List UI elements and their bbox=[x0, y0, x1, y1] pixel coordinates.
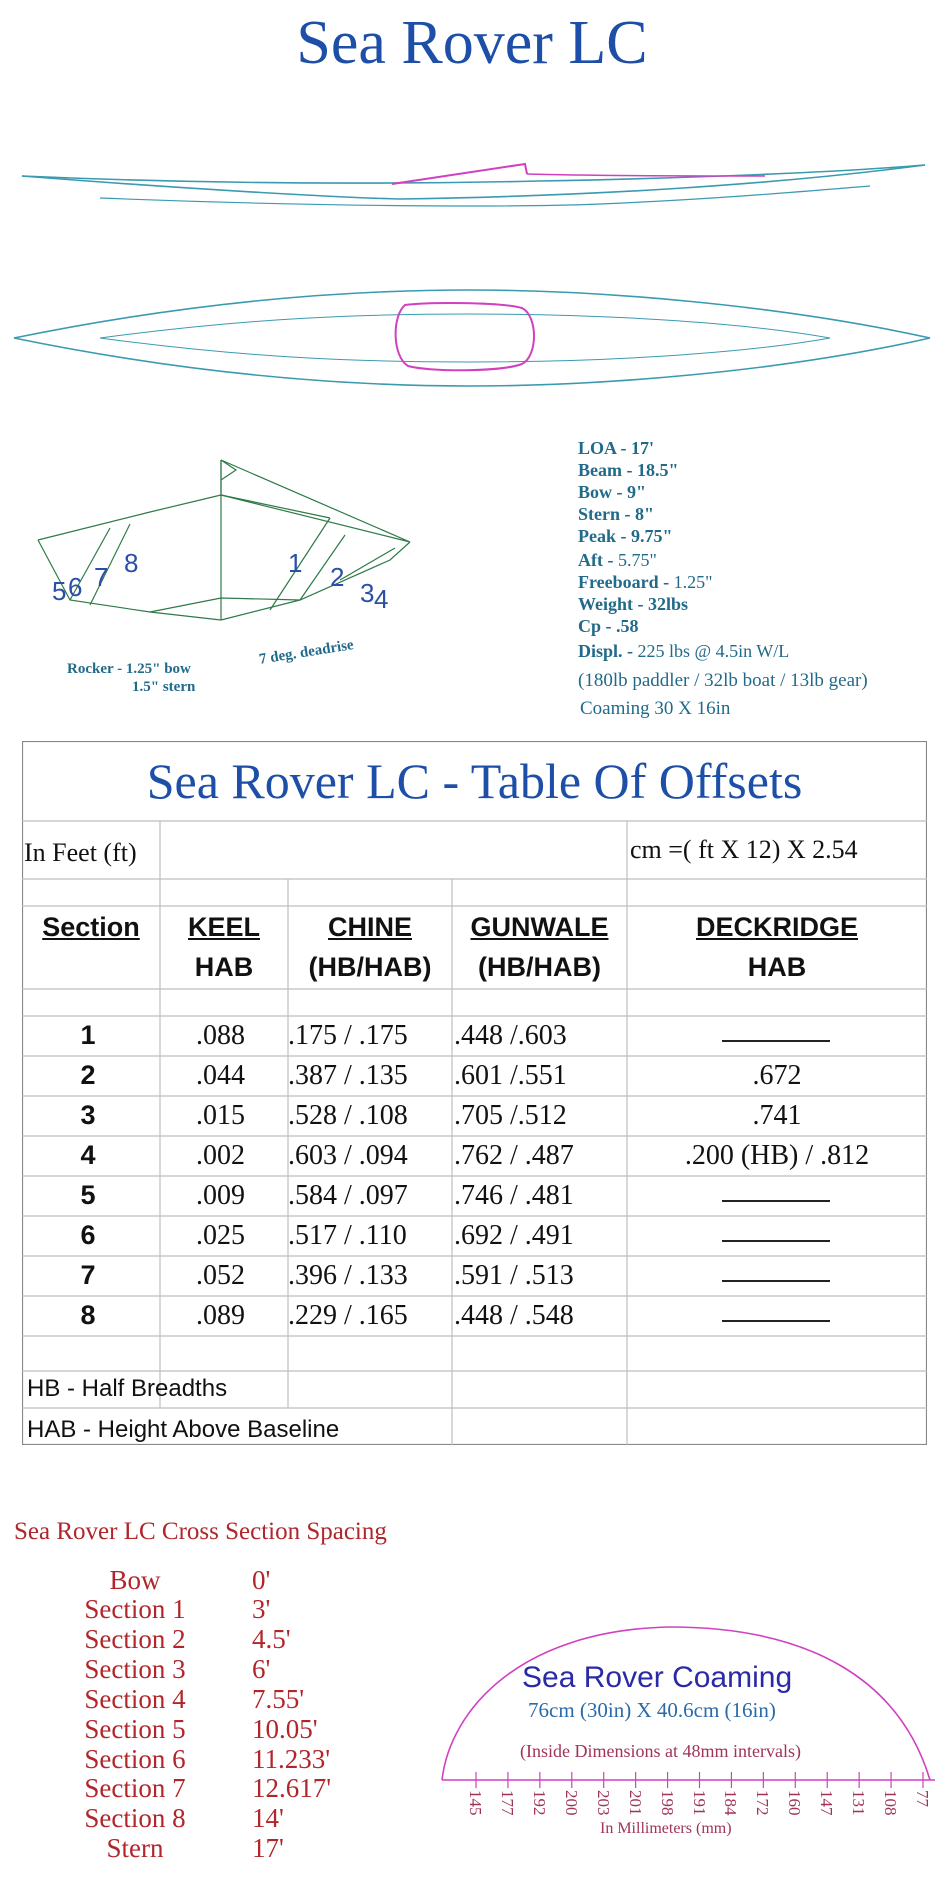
cell-chine: .229 / .165 bbox=[288, 1300, 408, 1331]
spec-label: Weight - bbox=[578, 594, 648, 614]
spec-value: 1.25" bbox=[673, 572, 713, 592]
spacing-label: Section 4 bbox=[84, 1684, 186, 1714]
cell-chine: .517 / .110 bbox=[288, 1220, 407, 1251]
coaming-tick-label: 200 bbox=[561, 1790, 581, 1816]
cell-section: 6 bbox=[80, 1220, 96, 1250]
hull-plan-view bbox=[14, 290, 930, 386]
cell-section: 7 bbox=[80, 1260, 96, 1290]
coaming-note: (Inside Dimensions at 48mm intervals) bbox=[520, 1741, 801, 1761]
table-row bbox=[0, 1180, 944, 1220]
coaming-axis-label: In Millimeters (mm) bbox=[600, 1820, 732, 1837]
header-gunwale: GUNWALE bbox=[470, 912, 609, 942]
cell-gunwale: .448 /.603 bbox=[454, 1020, 567, 1051]
cell-chine: .387 / .135 bbox=[288, 1060, 408, 1091]
body-plan-label-6: 6 bbox=[68, 572, 83, 602]
spec-label: Displ. - bbox=[578, 641, 638, 661]
spec-item bbox=[578, 504, 654, 525]
cell-keel: .002 bbox=[196, 1140, 245, 1171]
header-chine-hb-hab: (HB/HAB) bbox=[308, 952, 432, 982]
empty-value-dash bbox=[722, 1040, 830, 1042]
spacing-value: 10.05' bbox=[252, 1714, 318, 1744]
cell-gunwale: .591 / .513 bbox=[454, 1260, 574, 1291]
body-plan-label-3: 3 bbox=[360, 578, 375, 608]
spec-value: 17' bbox=[631, 438, 655, 458]
cell-gunwale: .705 /.512 bbox=[454, 1100, 567, 1131]
cell-gunwale: .762 / .487 bbox=[454, 1140, 574, 1171]
spacing-label: Section 8 bbox=[84, 1803, 186, 1833]
spec-value: 5.75" bbox=[617, 550, 657, 570]
empty-value-dash bbox=[722, 1280, 830, 1282]
rocker-note-line2: 1.5" stern bbox=[132, 679, 196, 695]
spec-value: 225 lbs @ 4.5in W/L bbox=[637, 641, 790, 661]
table-row bbox=[0, 1060, 944, 1100]
empty-value-dash bbox=[722, 1200, 830, 1202]
spacing-label: Section 6 bbox=[84, 1744, 186, 1774]
legend-hb: HB - Half Breadths bbox=[27, 1375, 228, 1402]
coaming-tick-label: 108 bbox=[881, 1790, 901, 1816]
spec-item bbox=[580, 698, 730, 720]
cell-keel: .009 bbox=[196, 1180, 245, 1211]
spacing-value: 0' bbox=[252, 1565, 271, 1595]
table-row bbox=[0, 1140, 944, 1180]
spec-value: .58 bbox=[616, 616, 639, 636]
spec-item bbox=[578, 572, 713, 593]
spec-value: 18.5" bbox=[636, 460, 679, 480]
rocker-note-line1: Rocker - 1.25" bow bbox=[67, 661, 191, 677]
units-label: In Feet (ft) bbox=[24, 838, 137, 867]
legend-hab: HAB - Height Above Baseline bbox=[27, 1416, 340, 1443]
cell-gunwale: .746 / .481 bbox=[454, 1180, 574, 1211]
empty-value-dash bbox=[722, 1240, 830, 1242]
table-row bbox=[0, 1220, 944, 1260]
deadrise-note: 7 deg. deadrise bbox=[258, 637, 355, 668]
table-row bbox=[0, 1300, 944, 1340]
cell-keel: .088 bbox=[196, 1020, 245, 1051]
coaming-tick-label: 177 bbox=[497, 1790, 517, 1816]
spacing-label: Section 5 bbox=[84, 1714, 186, 1744]
header-chine: CHINE bbox=[327, 912, 412, 942]
cell-keel: .025 bbox=[196, 1220, 245, 1251]
cell-keel: .044 bbox=[196, 1060, 245, 1091]
spacing-label: Section 7 bbox=[84, 1773, 186, 1803]
spec-value: Coaming 30 X 16in bbox=[580, 698, 731, 719]
coaming-tick-label: 172 bbox=[753, 1790, 773, 1816]
spacing-value: 6' bbox=[252, 1654, 271, 1684]
table-row bbox=[0, 1260, 944, 1300]
spacing-value: 11.233' bbox=[252, 1744, 331, 1774]
spec-item bbox=[578, 526, 673, 547]
spacing-label: Section 2 bbox=[84, 1624, 186, 1654]
coaming-tick-label: 184 bbox=[721, 1790, 741, 1816]
spec-item bbox=[578, 641, 789, 662]
spacing-value: 14' bbox=[252, 1803, 284, 1833]
header-deckridge: DECKRIDGE bbox=[695, 912, 858, 942]
spec-label: Beam - bbox=[578, 460, 637, 480]
spec-item bbox=[578, 594, 688, 615]
cell-section: 8 bbox=[80, 1300, 96, 1330]
cell-section: 3 bbox=[80, 1100, 96, 1130]
cell-chine: .584 / .097 bbox=[288, 1180, 408, 1211]
coaming-tick-label: 77 bbox=[913, 1790, 932, 1807]
hull-drawings bbox=[0, 0, 944, 740]
header-gunwale-hb-hab: (HB/HAB) bbox=[478, 952, 601, 982]
spec-label: Aft - bbox=[578, 550, 618, 570]
spec-label: Peak - bbox=[578, 526, 631, 546]
cell-keel: .015 bbox=[196, 1100, 245, 1131]
spacing-label: Stern bbox=[106, 1833, 164, 1863]
coaming-tick-label: 145 bbox=[466, 1790, 485, 1816]
cell-section: 1 bbox=[80, 1020, 96, 1050]
coaming-title: Sea Rover Coaming bbox=[522, 1661, 793, 1694]
cell-keel: .089 bbox=[196, 1300, 245, 1331]
spec-label: Freeboard - bbox=[578, 572, 674, 592]
header-section: Section bbox=[42, 912, 140, 942]
spacing-label: Section 3 bbox=[84, 1654, 186, 1684]
spacing-value: 3' bbox=[252, 1594, 271, 1624]
spec-value: 32lbs bbox=[648, 594, 689, 614]
body-plan-label-2: 2 bbox=[330, 562, 345, 592]
cell-chine: .396 / .133 bbox=[288, 1260, 408, 1291]
cell-section: 5 bbox=[80, 1180, 96, 1210]
spec-item bbox=[578, 482, 646, 503]
offsets-table-title: Sea Rover LC - Table Of Offsets bbox=[146, 753, 803, 809]
cell-keel: .052 bbox=[196, 1260, 245, 1291]
spec-value: 8" bbox=[635, 504, 654, 524]
spacing-value: 17' bbox=[252, 1833, 284, 1863]
cell-gunwale: .448 / .548 bbox=[454, 1300, 574, 1331]
header-keel-hab: HAB bbox=[194, 952, 254, 982]
body-plan-label-7: 7 bbox=[94, 562, 109, 592]
body-plan-label-1: 1 bbox=[288, 548, 303, 578]
coaming-tick-label: 192 bbox=[529, 1790, 549, 1816]
coaming-tick-label: 147 bbox=[817, 1790, 837, 1816]
spacing-title: Sea Rover LC Cross Section Spacing bbox=[14, 1518, 387, 1545]
spec-value: (180lb paddler / 32lb boat / 13lb gear) bbox=[578, 670, 868, 691]
coaming-dimensions: 76cm (30in) X 40.6cm (16in) bbox=[528, 1698, 776, 1722]
cell-gunwale: .601 /.551 bbox=[454, 1060, 567, 1091]
table-row bbox=[0, 1020, 944, 1060]
cell-section: 4 bbox=[80, 1140, 96, 1170]
spec-label: Stern - bbox=[578, 504, 635, 524]
empty-value-dash bbox=[722, 1320, 830, 1322]
spacing-value: 12.617' bbox=[252, 1773, 332, 1803]
coaming-tick-label: 191 bbox=[689, 1790, 709, 1816]
spec-item bbox=[578, 438, 654, 459]
cell-gunwale: .692 / .491 bbox=[454, 1220, 574, 1251]
cell-chine: .528 / .108 bbox=[288, 1100, 408, 1131]
coaming-tick-label: 160 bbox=[785, 1790, 805, 1816]
body-plan-label-8: 8 bbox=[124, 548, 139, 578]
body-plan-label-5: 5 bbox=[52, 576, 67, 606]
coaming-tick-label: 201 bbox=[625, 1790, 645, 1816]
spacing-value: 7.55' bbox=[252, 1684, 305, 1714]
header-deckridge-hab: HAB bbox=[747, 952, 807, 982]
spec-value: 9.75" bbox=[631, 526, 673, 546]
spec-item bbox=[578, 616, 639, 637]
cell-deckridge: .741 bbox=[752, 1100, 802, 1131]
spec-label: LOA - bbox=[578, 438, 632, 458]
body-plan-diagram bbox=[38, 460, 410, 620]
spacing-label: Section 1 bbox=[84, 1594, 186, 1624]
cell-chine: .603 / .094 bbox=[288, 1140, 408, 1171]
page-title: Sea Rover LC bbox=[296, 9, 648, 77]
coaming-tick-label: 203 bbox=[593, 1790, 613, 1816]
cell-section: 2 bbox=[80, 1060, 96, 1090]
cell-deckridge: .672 bbox=[752, 1060, 802, 1091]
coaming-tick-label: 198 bbox=[657, 1790, 677, 1816]
spacing-value: 4.5' bbox=[252, 1624, 291, 1654]
hull-profile-view bbox=[22, 164, 925, 206]
conversion-formula: cm =( ft X 12) X 2.54 bbox=[630, 835, 858, 864]
cell-chine: .175 / .175 bbox=[288, 1020, 408, 1051]
spec-label: Bow - bbox=[578, 482, 627, 502]
cell-deckridge: .200 (HB) / .812 bbox=[684, 1140, 870, 1171]
spacing-label: Bow bbox=[109, 1565, 161, 1595]
header-keel: KEEL bbox=[187, 912, 260, 942]
table-row bbox=[0, 1100, 944, 1140]
spec-item bbox=[578, 460, 678, 481]
spec-value: 9" bbox=[627, 482, 646, 502]
body-plan-label-4: 4 bbox=[374, 584, 389, 614]
spec-item bbox=[578, 670, 868, 692]
coaming-tick-label: 131 bbox=[849, 1790, 869, 1816]
spec-label: Cp - bbox=[578, 616, 617, 636]
spec-item bbox=[578, 550, 657, 571]
